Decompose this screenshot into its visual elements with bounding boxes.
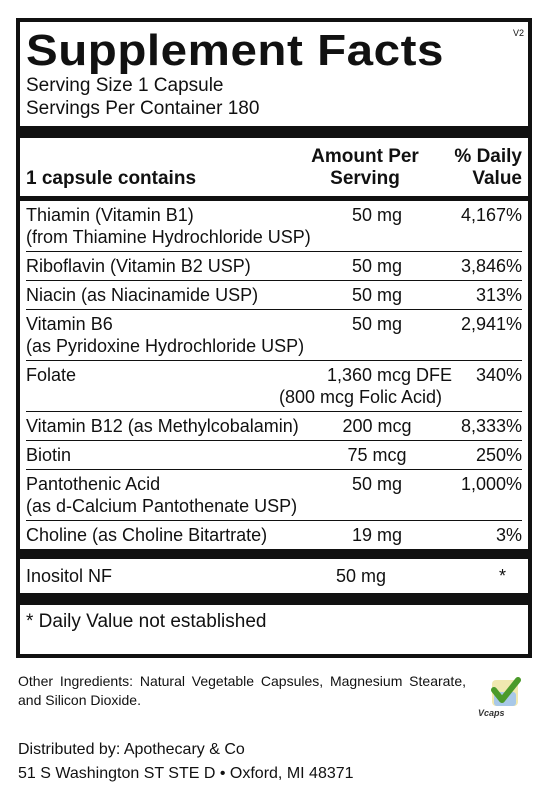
table-header [26,138,522,196]
distributor-name: Distributed by: Apothecary & Co [18,741,245,758]
nutrient-dv: 340% [475,365,522,385]
supplement-facts-panel [16,18,532,658]
nutrient-name: Inositol NF [26,566,113,586]
divider-thick [20,126,528,138]
nutrient-dv: 250% [475,445,522,465]
table-row [26,309,522,360]
nutrient-source: (as Pyridoxine Hydrochloride USP) [26,336,305,356]
footnote: * Daily Value not established [26,611,267,632]
distributor-info [18,738,354,786]
header-dv-line1: % Daily [454,146,522,167]
nutrient-name: Biotin [26,445,72,465]
table-row [26,360,522,411]
header-contains: 1 capsule contains [26,168,197,189]
nutrient-dv: 313% [475,285,522,305]
nutrient-dv: 1,000% [460,474,522,494]
header-amount-line2: Serving [330,168,400,189]
other-ingredients: Other Ingredients: Natural Vegetable Capsules, Magnesium Stearate, and Silicon Dioxide. [18,673,466,708]
nutrient-dv: 3,846% [460,256,522,276]
table-row [26,520,522,549]
nutrient-source: (from Thiamine Hydrochloride USP) [26,227,311,247]
table-row [26,440,522,469]
table-row [26,559,522,593]
nutrient-amount: 50 mg [351,285,403,305]
nutrient-name: Vitamin B6 [26,314,113,334]
vcaps-label: Vcaps [478,708,505,718]
nutrient-amount: 50 mg [351,474,403,494]
nutrient-dv: 8,333% [460,416,522,436]
nutrient-amount: 50 mg [351,314,403,334]
nutrient-source: (as d-Calcium Pantothenate USP) [26,496,298,516]
table-row [26,411,522,440]
nutrient-name: Niacin (as Niacinamide USP) [26,285,259,305]
table-row [26,251,522,280]
nutrient-amount: 1,360 mcg DFE [326,365,452,385]
header-dv-line2: Value [472,168,522,189]
nutrient-amount: 50 mg [351,256,403,276]
nutrient-dv: 4,167% [460,205,522,225]
nutrient-amount: 19 mg [351,525,403,545]
nutrient-amount: 75 mcg [347,445,407,465]
divider-medium [20,549,528,559]
nutrient-name: Thiamin (Vitamin B1) [26,205,194,225]
header-amount [302,146,428,190]
nutrient-name: Riboflavin (Vitamin B2 USP) [26,256,251,276]
nutrient-amount: 200 mcg [342,416,412,436]
nutrient-name: Vitamin B12 (as Methylcobalamin) [26,416,299,436]
serving-size: Serving Size 1 Capsule [26,75,224,96]
nutrient-name: Folate [26,365,77,385]
header-amount-line1: Amount Per [311,146,419,167]
header-daily-value [428,146,522,190]
nutrient-source: (800 mcg Folic Acid) [279,387,443,407]
servings-per-container: Servings Per Container 180 [26,98,260,119]
version-label: V2 [512,28,524,38]
table-row [26,469,522,520]
divider-thick [20,593,528,605]
distributor-address: 51 S Washington ST STE D • Oxford, MI 48371 [18,765,354,782]
table-row [26,201,522,251]
nutrient-amount: 50 mg [335,566,387,586]
nutrient-dv: 2,941% [460,314,522,334]
nutrient-dv: 3% [495,525,522,545]
panel-title: Supplement Facts [26,26,444,75]
nutrient-name: Choline (as Choline Bitartrate) [26,525,268,545]
nutrient-amount: 50 mg [351,205,403,225]
nutrient-name: Pantothenic Acid [26,474,161,494]
nutrient-dv: * [498,566,506,586]
table-row [26,280,522,309]
